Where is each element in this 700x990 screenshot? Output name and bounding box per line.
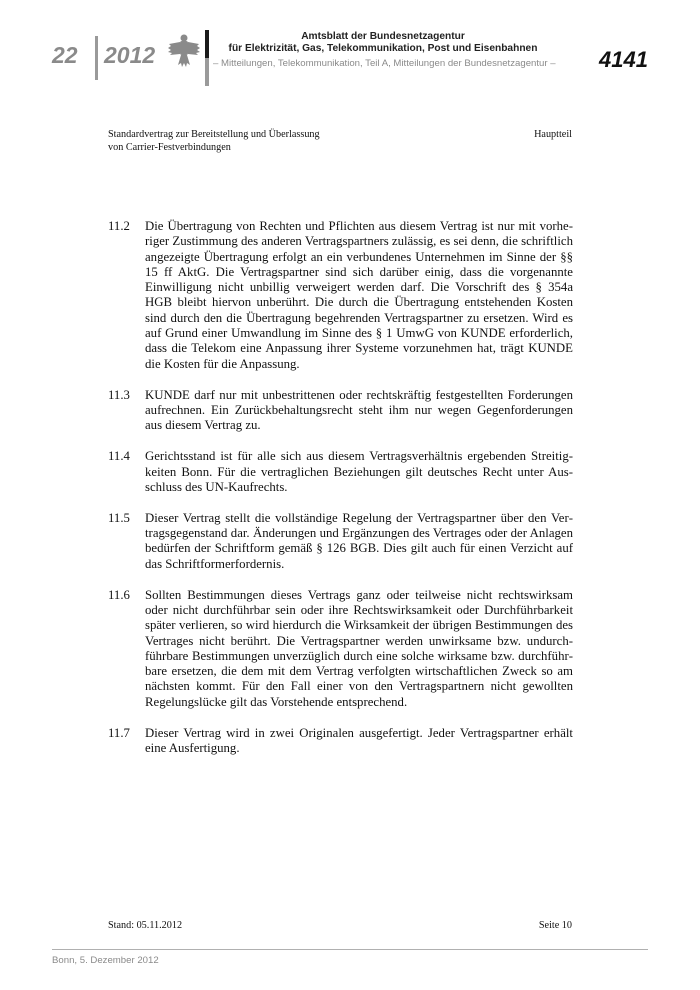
masthead-title-line1: Amtsblatt der Bundesnetzagentur [301, 31, 465, 42]
clause-11-4 [108, 449, 573, 495]
document-section: Hauptteil [534, 129, 572, 140]
place-date: Bonn, 5. Dezember 2012 [52, 955, 159, 966]
issue-number: 22 [52, 42, 78, 68]
clause-11-2 [108, 219, 573, 372]
clause-11-6 [108, 588, 573, 710]
clause-number: 11.3 [108, 387, 130, 402]
clause-11-3 [108, 388, 573, 434]
clause-text: Dieser Vertrag stellt die vollständige Regelung der Vertragspartner über den Vertragsgegenstand dar. Änderungen und Ergänzungen des Vertrages oder der Anlagen bedürfen der Schriftform gemäß § 126 BGB. Dies gilt auch für einen Verzicht auf das Schriftformerfordernis. [145, 510, 573, 571]
document-title-line2: von Carrier-Festverbindungen [108, 141, 231, 153]
masthead-title-line2: für Elektrizität, Gas, Telekommunikation, Post und Eisenbahnen [228, 43, 538, 54]
federal-eagle-icon [167, 32, 201, 70]
page-number: 4141 [599, 47, 648, 72]
brand-bar-lower [205, 58, 209, 86]
document-title-line1: Standardvertrag zur Bereitstellung und Überlassung [108, 129, 320, 140]
clause-11-7 [108, 726, 573, 757]
clause-11-5 [108, 511, 573, 572]
clause-number: 11.4 [108, 449, 130, 464]
clause-list [108, 219, 573, 772]
clause-number: 11.2 [108, 219, 130, 233]
clause-text: Dieser Vertrag wird in zwei Originalen ausgefertigt. Jeder Vertragspartner erhält eine Ausfertigung. [145, 725, 573, 756]
document-page-label: Seite 10 [538, 920, 572, 931]
clause-text: Gerichtsstand ist für alle sich aus diesem Vertragsverhältnis ergebenden Streitigkeiten Bonn. Für die vertraglichen Beziehungen gilt deutsches Recht unter Ausschluss des UN-Kaufrechts. [145, 449, 573, 494]
clause-number: 11.5 [108, 510, 130, 525]
clause-number: 11.6 [108, 587, 130, 602]
document-status: Stand: 05.11.2012 [108, 920, 183, 931]
clause-text: Sollten Bestimmungen dieses Vertrags ganz oder teilweise nicht rechtswirksam oder nicht durchführbar sein oder ihre Rechtswirksamkeit oder Durchführbarkeit später verlieren, so wird hierdurch die Wirksamkeit der übrigen Bestimmungen des Vertrages nicht berührt. Die Vertragspartner werden unwirksame bzw. undurchführbare Bestimmungen unverzüglich durch eine solche wirksame bzw. durchführbare ersetzen, die dem mit dem Vertrag verfolgten wirtschaftlichen Zweck so am nächsten kommt. Für den Fall einer von den Vertragspartnern nicht gewollten Regelungslücke gilt das Vorstehende entsprechend. [145, 587, 573, 709]
issue-year: 2012 [104, 42, 156, 68]
issue-separator [95, 36, 98, 80]
clause-text: KUNDE darf nur mit unbestrittenen oder rechtskräftig festgestellten Forderungen aufrechnen. Ein Zurückbehaltungsrecht steht ihm nur wegen Gegenforderungen aus diesem Vertrag zu. [145, 387, 573, 433]
masthead-subtitle: – Mitteilungen, Telekommunikation, Teil A, Mitteilungen der Bundesnetzagentur – [213, 58, 556, 69]
clause-text: Die Übertragung von Rechten und Pflichten aus diesem Vertrag ist nur mit vorheriger Zustimmung des anderen Vertragspartners zulässig, es sei denn, die schriftlich angezeigte Übertragung erfolgt an ein verbundenes Unternehmen im Sinne der §§ 15 ff AktG. Die Vertragspartner sind sich darüber einig, dass die vorgenannte Einwilligung nicht unbillig verweigert werden darf. Die Vorschrift des § 354a HGB bleibt hiervon unberührt. Die durch die Übertragung entstehenden Kosten sind durch den die Übertragung begehrenden Vertragspartner zu ersetzen. Wird es auf Grund einer Umwandlung im Sinne des § 1 UmwG von KUNDE erforderlich, dass die Telekom eine Anpassung ihrer Systeme vorzunehmen hat, trägt KUNDE die Kosten für die Anpassung. [145, 219, 573, 371]
document-title [108, 129, 320, 154]
masthead-title [218, 31, 548, 55]
clause-number: 11.7 [108, 725, 130, 740]
footer-divider [52, 949, 648, 950]
